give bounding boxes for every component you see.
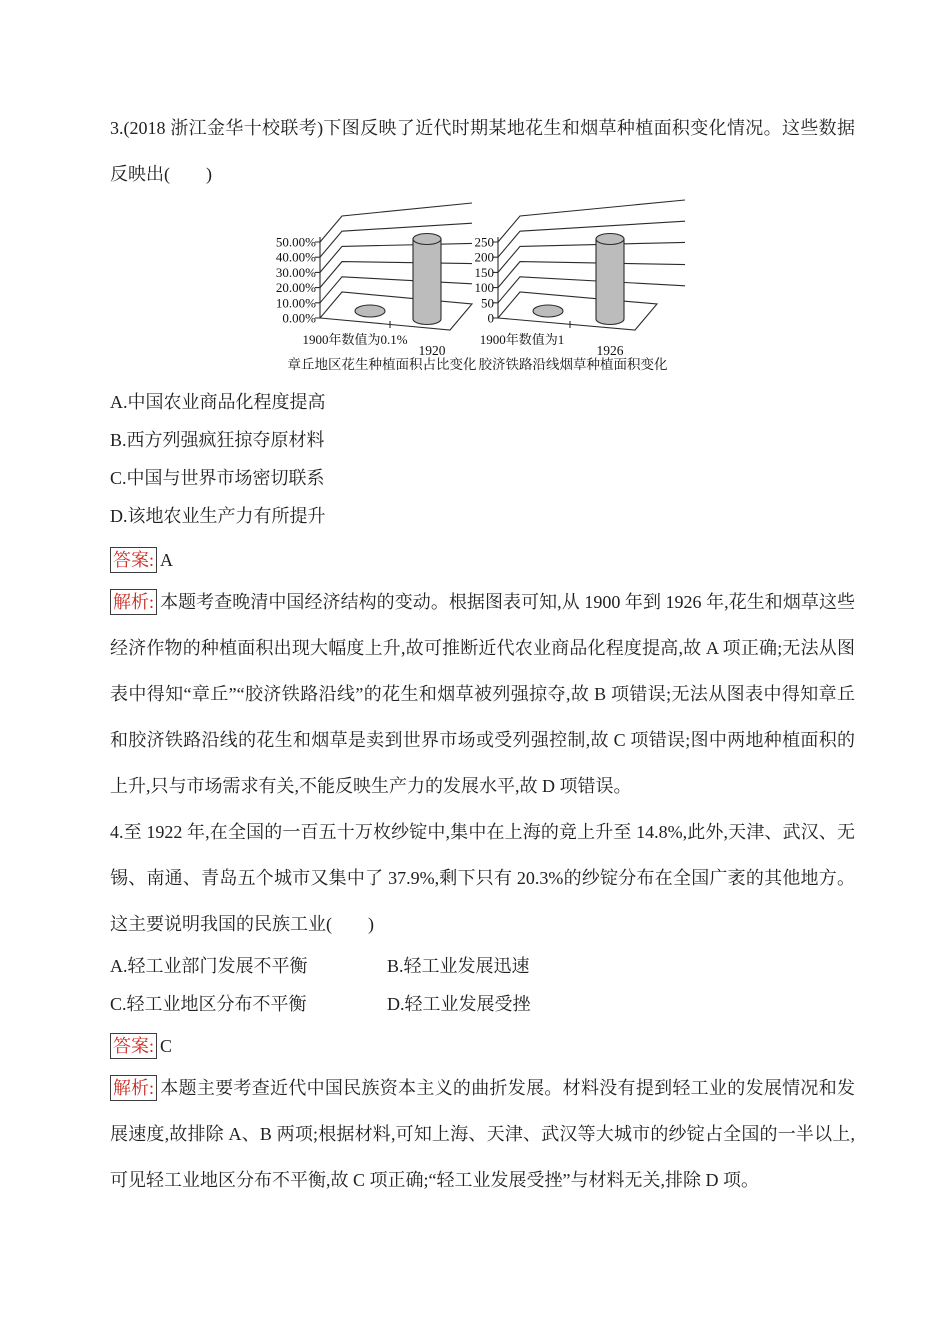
gridline bbox=[498, 262, 685, 288]
y-tick-label: 40.00% bbox=[275, 249, 316, 265]
bar-1926-cylinder bbox=[596, 239, 624, 325]
answer-label: 答案: bbox=[110, 547, 157, 573]
charts-figure bbox=[275, 203, 855, 383]
option-c: C.中国与世界市场密切联系 bbox=[110, 468, 325, 488]
analysis-label: 解析: bbox=[110, 1075, 157, 1101]
question-4-stem-text: 至 1922 年,在全国的一百五十万枚纱锭中,集中在上海的竟上升至 14.8%,此外,天津、武汉、无锡、南通、青岛五个城市又集中了 37.9%,剩下只有 20.3%的纱锭分布在全国广袤的其他地方。这主要说明我国的民族工业( ) bbox=[110, 822, 855, 934]
y-tick-label: 100 bbox=[474, 280, 494, 296]
y-tick-label: 150 bbox=[474, 264, 494, 280]
question-3-stem-text: (2018 浙江金华十校联考)下图反映了近代时期某地花生和烟草种植面积变化情况。这些数据反映出( ) bbox=[110, 118, 855, 184]
question-4 bbox=[110, 809, 855, 1203]
answer-value: C bbox=[160, 1036, 173, 1056]
x-axis-note: 1900年数值为0.1% bbox=[302, 332, 408, 347]
question-3 bbox=[110, 105, 855, 809]
question-3-options bbox=[110, 383, 855, 535]
option-c: C.轻工业地区分布不平衡 bbox=[110, 994, 307, 1014]
x-tick-label: 1920 bbox=[418, 343, 446, 358]
gridline bbox=[320, 203, 472, 242]
question-3-answer bbox=[110, 541, 855, 579]
question-4-answer bbox=[110, 1027, 855, 1065]
option-a: A.中国农业商品化程度提高 bbox=[110, 392, 326, 412]
y-tick-label: 20.00% bbox=[275, 280, 316, 296]
chart-title: 章丘地区花生种植面积占比变化 bbox=[287, 357, 477, 372]
bar-1900-disc bbox=[533, 305, 563, 317]
answer-label: 答案: bbox=[110, 1033, 157, 1059]
gridline bbox=[320, 223, 472, 257]
y-tick-label: 50.00% bbox=[275, 234, 316, 250]
gridline bbox=[320, 243, 472, 272]
y-tick-label: 200 bbox=[474, 249, 494, 265]
x-tick-label: 1926 bbox=[596, 343, 624, 358]
gridline bbox=[498, 200, 685, 242]
option-d: D.轻工业发展受挫 bbox=[387, 994, 531, 1014]
y-tick-label: 10.00% bbox=[275, 295, 316, 311]
question-3-number: 3. bbox=[110, 118, 124, 138]
bar-1920-cylinder-top bbox=[413, 234, 441, 245]
question-3-stem bbox=[110, 105, 855, 197]
answer-value: A bbox=[160, 550, 174, 570]
y-tick-label: 250 bbox=[474, 234, 494, 250]
peanut-chart bbox=[275, 203, 480, 383]
gridline bbox=[498, 242, 685, 272]
chart-title: 胶济铁路沿线烟草种植面积变化 bbox=[478, 357, 668, 372]
bar-1926-cylinder-top bbox=[596, 234, 624, 245]
question-4-number: 4. bbox=[110, 822, 124, 842]
question-4-analysis bbox=[110, 1065, 855, 1203]
analysis-text: 本题主要考查近代中国民族资本主义的曲折发展。材料没有提到轻工业的发展情况和发展速度,故排除 A、B 两项;根据材料,可知上海、天津、武汉等大城市的纱锭占全国的一半以上,可见轻工业地区分布不平衡,故 C 项正确;“轻工业发展受挫”与材料无关,排除 D 项。 bbox=[110, 1078, 855, 1190]
option-d: D.该地农业生产力有所提升 bbox=[110, 506, 326, 526]
question-3-analysis bbox=[110, 579, 855, 809]
option-b: B.西方列强疯狂掠夺原材料 bbox=[110, 430, 325, 450]
bar-1920-cylinder bbox=[413, 239, 441, 325]
y-tick-label: 0 bbox=[487, 310, 494, 326]
chart-floor bbox=[320, 292, 472, 330]
y-tick-label: 0.00% bbox=[282, 310, 316, 326]
question-4-stem bbox=[110, 809, 855, 947]
question-4-options bbox=[110, 947, 855, 1023]
gridline bbox=[320, 262, 472, 288]
y-tick-label: 50 bbox=[481, 295, 494, 311]
chart-floor bbox=[498, 292, 657, 330]
x-axis-note: 1900年数值为1 bbox=[479, 332, 565, 347]
option-b: B.轻工业发展迅速 bbox=[387, 956, 530, 976]
option-a: A.轻工业部门发展不平衡 bbox=[110, 956, 308, 976]
analysis-text: 本题考查晚清中国经济结构的变动。根据图表可知,从 1900 年到 1926 年,花生和烟草这些经济作物的种植面积出现大幅度上升,故可推断近代农业商品化程度提高,故 A 项正确;无法从图表中得知“章丘”“胶济铁路沿线”的花生和烟草被列强掠夺,故 B 项错误;无法从图表中得知章丘和胶济铁路沿线的花生和烟草是卖到世界市场或受列强控制,故 C 项错误;图中两地种植面积的上升,只与市场需求有关,不能反映生产力的发展水平,故 D 项错误。 bbox=[110, 592, 855, 796]
bar-1900-disc bbox=[355, 305, 385, 317]
analysis-label: 解析: bbox=[110, 589, 157, 615]
tobacco-chart bbox=[470, 203, 700, 383]
gridline bbox=[498, 221, 685, 257]
y-tick-label: 30.00% bbox=[275, 264, 316, 280]
